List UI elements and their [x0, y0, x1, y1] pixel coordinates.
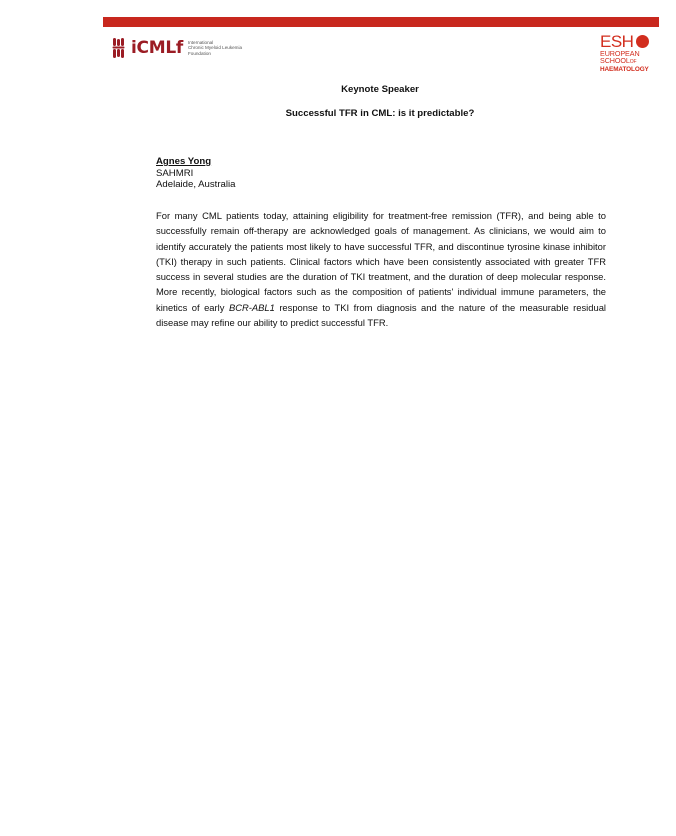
author-block [156, 156, 235, 191]
page-title: Successful TFR in CML: is it predictable? [285, 108, 475, 119]
icmlf-tagline-line: International [187, 39, 214, 45]
abstract-text: For many CML patients today, attaining eligibility for treatment-free remission (TFR), and being able to successfully remain off-therapy are acknowledged goals of management. As clinicians, we would aim to identify accurately the patients most likely to have successful TFR, and discontinue tyrosine kinase inhibitor (TKI) therapy in such patients. Clinical factors which have been consistently associated with greater TFR success in several studies are the duration of TKI treatment, and the duration of deep molecular response. More recently, biological factors such as the composition of patients' individual immune parameters, the kinetics of early [156, 210, 606, 313]
esh-logo [600, 33, 652, 75]
icmlf-tagline-line: Foundation [187, 50, 211, 56]
esh-line: HAEMATOLOGY [600, 66, 649, 74]
icmlf-tagline [188, 40, 242, 56]
chromosome-icon [112, 37, 128, 59]
author-institution: SAHMRI [156, 167, 194, 179]
abstract-text: response to TKI from diagnosis and the nature of the measurable residual disease may refine our ability to predict successful TFR. [156, 301, 606, 329]
red-dot-icon [636, 35, 649, 48]
author-location: Adelaide, Australia [156, 179, 236, 190]
icmlf-tagline-line: Chronic Myeloid Leukemia [187, 45, 243, 51]
session-label: Keynote Speaker [341, 84, 419, 95]
gene-name: BCR-ABL1 [228, 301, 275, 313]
author-name: Agnes Yong [156, 156, 212, 167]
esh-line-school: SCHOOL [600, 56, 630, 66]
esh-line: EUROPEAN [600, 49, 640, 58]
icmlf-wordmark: iCMLf [131, 38, 183, 58]
esh-abbreviation: ESH [600, 32, 634, 51]
esh-line-of: OF [629, 59, 637, 66]
abstract-paragraph [156, 208, 606, 330]
icmlf-logo [112, 37, 242, 59]
header-bar [103, 17, 659, 27]
esh-line [600, 57, 652, 66]
